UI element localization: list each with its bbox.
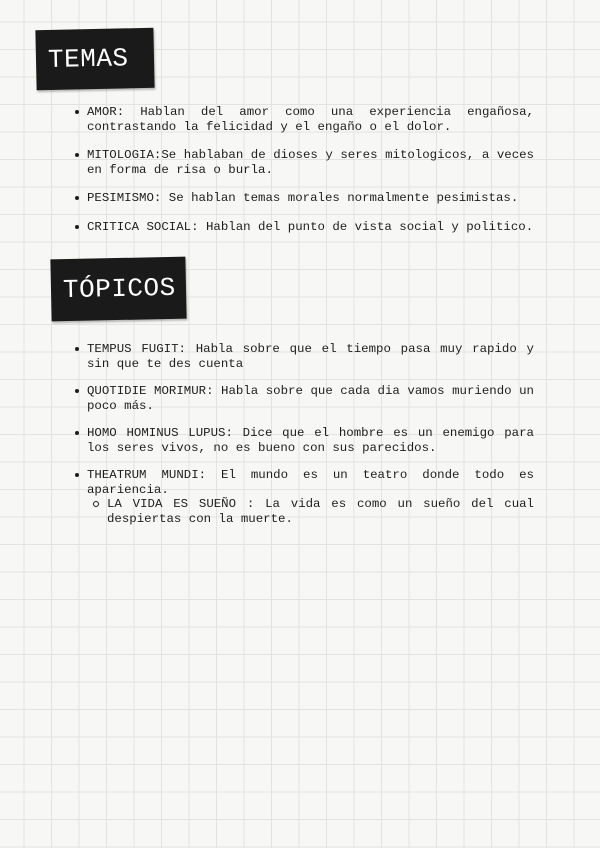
- list-item-mitologia: MITOLOGIA:Se hablaban de dioses y seres mitologicos, a veces en forma de risa o burla.: [73, 148, 534, 177]
- list-item-theatrum-mundi: [73, 468, 534, 526]
- section-title-topicos: TÓPICOS: [50, 257, 186, 322]
- list-item-tempus-fugit: TEMPUS FUGIT: Habla sobre que el tiempo pasa muy rapido y sin que te des cuenta: [73, 342, 534, 371]
- list-item-homo-hominus-lupus: HOMO HOMINUS LUPUS: Dice que el hombre es un enemigo para los seres vivos, no es bueno con sus parecidos.: [73, 426, 534, 455]
- list-item-quotidie-morimur: QUOTIDIE MORIMUR: Habla sobre que cada dia vamos muriendo un poco más.: [73, 384, 534, 413]
- list-item-pesimismo: PESIMISMO: Se hablan temas morales normalmente pesimistas.: [73, 191, 534, 206]
- sub-item-la-vida-es-sueno: LA VIDA ES SUEÑO : La vida es como un sueño del cual despiertas con la muerte.: [87, 497, 534, 526]
- theatrum-mundi-sublist: [87, 497, 534, 526]
- list-item-critica-social: CRITICA SOCIAL: Hablan del punto de vista social y politico.: [73, 220, 534, 235]
- list-item-amor: AMOR: Hablan del amor como una experiencia engañosa, contrastando la felicidad y el engaño o el dolor.: [73, 105, 534, 134]
- theatrum-mundi-text: THEATRUM MUNDI: El mundo es un teatro donde todo es apariencia.: [87, 468, 534, 497]
- topicos-list: [73, 342, 534, 539]
- section-title-temas: TEMAS: [35, 28, 154, 90]
- temas-list: [73, 105, 534, 248]
